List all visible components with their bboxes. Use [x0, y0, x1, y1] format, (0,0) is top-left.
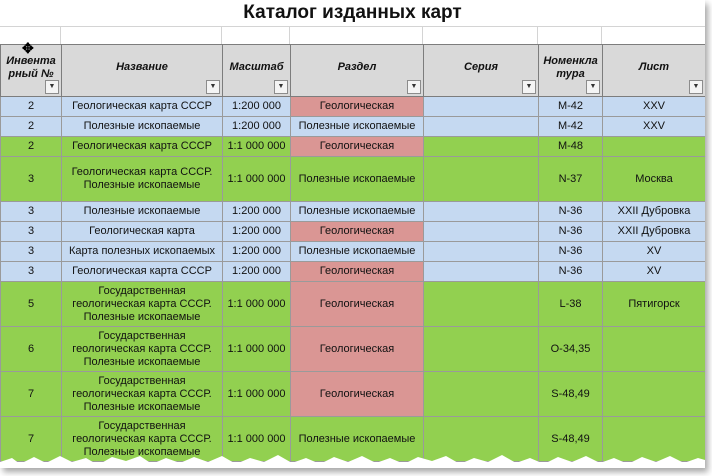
table-row	[1, 117, 706, 137]
series-cell[interactable]	[424, 137, 539, 157]
name-cell[interactable]: Государственная геологическая карта СССР. Полезные ископаемые	[62, 372, 223, 417]
series-cell[interactable]	[424, 282, 539, 327]
series-cell[interactable]	[424, 117, 539, 137]
table-row	[1, 242, 706, 262]
series-cell[interactable]	[424, 262, 539, 282]
nomenclature-cell[interactable]: M-42	[539, 117, 603, 137]
filter-dropdown-icon[interactable]: ▼	[274, 80, 288, 94]
section-cell[interactable]: Геологическая	[291, 97, 424, 117]
filter-dropdown-icon[interactable]: ▼	[586, 80, 600, 94]
name-cell[interactable]: Государственная геологическая карта СССР. Полезные ископаемые	[62, 327, 223, 372]
inventory-cell[interactable]: 3	[1, 222, 62, 242]
name-cell[interactable]: Государственная геологическая карта СССР. Полезные ископаемые	[62, 282, 223, 327]
header-row	[1, 45, 706, 97]
inventory-cell[interactable]: 3	[1, 157, 62, 202]
name-cell[interactable]: Геологическая карта СССР. Полезные ископаемые	[62, 157, 223, 202]
inventory-cell[interactable]: 7	[1, 372, 62, 417]
scale-cell[interactable]: 1:200 000	[223, 222, 291, 242]
inventory-cell[interactable]: 6	[1, 327, 62, 372]
section-cell[interactable]: Геологическая	[291, 327, 424, 372]
section-cell[interactable]: Геологическая	[291, 282, 424, 327]
name-cell[interactable]: Полезные ископаемые	[62, 202, 223, 222]
inventory-cell[interactable]: 5	[1, 282, 62, 327]
section-cell[interactable]: Полезные ископаемые	[291, 117, 424, 137]
inventory-cell[interactable]: 2	[1, 137, 62, 157]
section-cell[interactable]: Полезные ископаемые	[291, 157, 424, 202]
scale-cell[interactable]: 1:1 000 000	[223, 137, 291, 157]
header-series-label: Серия	[464, 61, 498, 73]
series-cell[interactable]	[424, 157, 539, 202]
nomenclature-cell[interactable]: S-48,49	[539, 372, 603, 417]
nomenclature-cell[interactable]: N-36	[539, 262, 603, 282]
sheet-cell[interactable]: Москва	[603, 157, 706, 202]
header-inventory-no-label: Инвента рный №	[6, 54, 56, 80]
name-cell[interactable]: Геологическая карта СССР	[62, 137, 223, 157]
series-cell[interactable]	[424, 222, 539, 242]
nomenclature-cell[interactable]: S-48,49	[539, 417, 603, 462]
page-title: Каталог изданных карт	[243, 2, 462, 23]
scale-cell[interactable]: 1:200 000	[223, 202, 291, 222]
scale-cell[interactable]: 1:200 000	[223, 242, 291, 262]
section-cell[interactable]: Полезные ископаемые	[291, 242, 424, 262]
nomenclature-cell[interactable]: N-36	[539, 202, 603, 222]
sheet-cell[interactable]: XXV	[603, 97, 706, 117]
scale-cell[interactable]: 1:1 000 000	[223, 417, 291, 462]
sheet-cell[interactable]: Пятигорск	[603, 282, 706, 327]
table-row	[1, 327, 706, 372]
filter-dropdown-icon[interactable]: ▼	[45, 80, 59, 94]
sheet-cell[interactable]	[603, 327, 706, 372]
scale-cell[interactable]: 1:1 000 000	[223, 372, 291, 417]
table-row	[1, 262, 706, 282]
nomenclature-cell[interactable]: N-36	[539, 242, 603, 262]
torn-edge	[0, 452, 705, 468]
scale-cell[interactable]: 1:1 000 000	[223, 282, 291, 327]
section-cell[interactable]: Полезные ископаемые	[291, 417, 424, 462]
series-cell[interactable]	[424, 97, 539, 117]
table-row	[1, 97, 706, 117]
section-cell[interactable]: Геологическая	[291, 137, 424, 157]
header-sheet	[603, 45, 706, 97]
scale-cell[interactable]: 1:200 000	[223, 117, 291, 137]
sheet-cell[interactable]: XXV	[603, 117, 706, 137]
name-cell[interactable]: Карта полезных ископаемых	[62, 242, 223, 262]
table-row	[1, 137, 706, 157]
scale-cell[interactable]: 1:200 000	[223, 262, 291, 282]
name-cell[interactable]: Государственная геологическая карта СССР. Полезные ископаемые	[62, 417, 223, 462]
nomenclature-cell[interactable]: O-34,35	[539, 327, 603, 372]
scale-cell[interactable]: 1:1 000 000	[223, 327, 291, 372]
nomenclature-cell[interactable]: N-37	[539, 157, 603, 202]
header-section-label: Раздел	[337, 61, 377, 73]
name-cell[interactable]: Полезные ископаемые	[62, 117, 223, 137]
series-cell[interactable]	[424, 202, 539, 222]
nomenclature-cell[interactable]: M-48	[539, 137, 603, 157]
section-cell[interactable]: Полезные ископаемые	[291, 202, 424, 222]
table-row	[1, 372, 706, 417]
cell-cursor-icon: ✥	[22, 40, 34, 56]
inventory-cell[interactable]: 7	[1, 417, 62, 462]
series-cell[interactable]	[424, 327, 539, 372]
inventory-cell[interactable]: 2	[1, 117, 62, 137]
sheet-cell[interactable]	[603, 372, 706, 417]
sheet-cell[interactable]: XV	[603, 242, 706, 262]
table-row	[1, 282, 706, 327]
header-nomenclature-label: Номенкла тура	[543, 54, 598, 80]
scale-cell[interactable]: 1:1 000 000	[223, 157, 291, 202]
nomenclature-cell[interactable]: M-42	[539, 97, 603, 117]
filter-dropdown-icon[interactable]: ▼	[206, 80, 220, 94]
sheet-cell[interactable]: XV	[603, 262, 706, 282]
sheet-cell[interactable]	[603, 137, 706, 157]
header-series	[424, 45, 539, 97]
inventory-cell[interactable]: 2	[1, 97, 62, 117]
sheet-cell[interactable]: XXII Дубровка	[603, 222, 706, 242]
inventory-cell[interactable]: 3	[1, 242, 62, 262]
inventory-cell[interactable]: 3	[1, 262, 62, 282]
sheet-cell[interactable]: XXII Дубровка	[603, 202, 706, 222]
series-cell[interactable]	[424, 372, 539, 417]
table-row	[1, 157, 706, 202]
inventory-cell[interactable]: 3	[1, 202, 62, 222]
empty-row	[0, 26, 705, 45]
header-name	[62, 45, 223, 97]
section-cell[interactable]: Геологическая	[291, 222, 424, 242]
header-scale	[223, 45, 291, 97]
header-section	[291, 45, 424, 97]
section-cell[interactable]: Геологическая	[291, 372, 424, 417]
header-scale-label: Масштаб	[229, 61, 284, 73]
header-nomenclature	[539, 45, 603, 97]
nomenclature-cell[interactable]: N-36	[539, 222, 603, 242]
name-cell[interactable]: Геологическая карта СССР	[62, 262, 223, 282]
filter-dropdown-icon[interactable]: ▼	[689, 80, 703, 94]
name-cell[interactable]: Геологическая карта	[62, 222, 223, 242]
table-row	[1, 202, 706, 222]
section-cell[interactable]: Геологическая	[291, 262, 424, 282]
filter-dropdown-icon[interactable]: ▼	[407, 80, 421, 94]
nomenclature-cell[interactable]: L-38	[539, 282, 603, 327]
catalog-table	[0, 44, 705, 462]
name-cell[interactable]: Геологическая карта СССР	[62, 97, 223, 117]
scale-cell[interactable]: 1:200 000	[223, 97, 291, 117]
header-sheet-label: Лист	[638, 61, 670, 73]
filter-dropdown-icon[interactable]: ▼	[522, 80, 536, 94]
table-row	[1, 222, 706, 242]
series-cell[interactable]	[424, 242, 539, 262]
header-name-label: Название	[116, 61, 168, 73]
